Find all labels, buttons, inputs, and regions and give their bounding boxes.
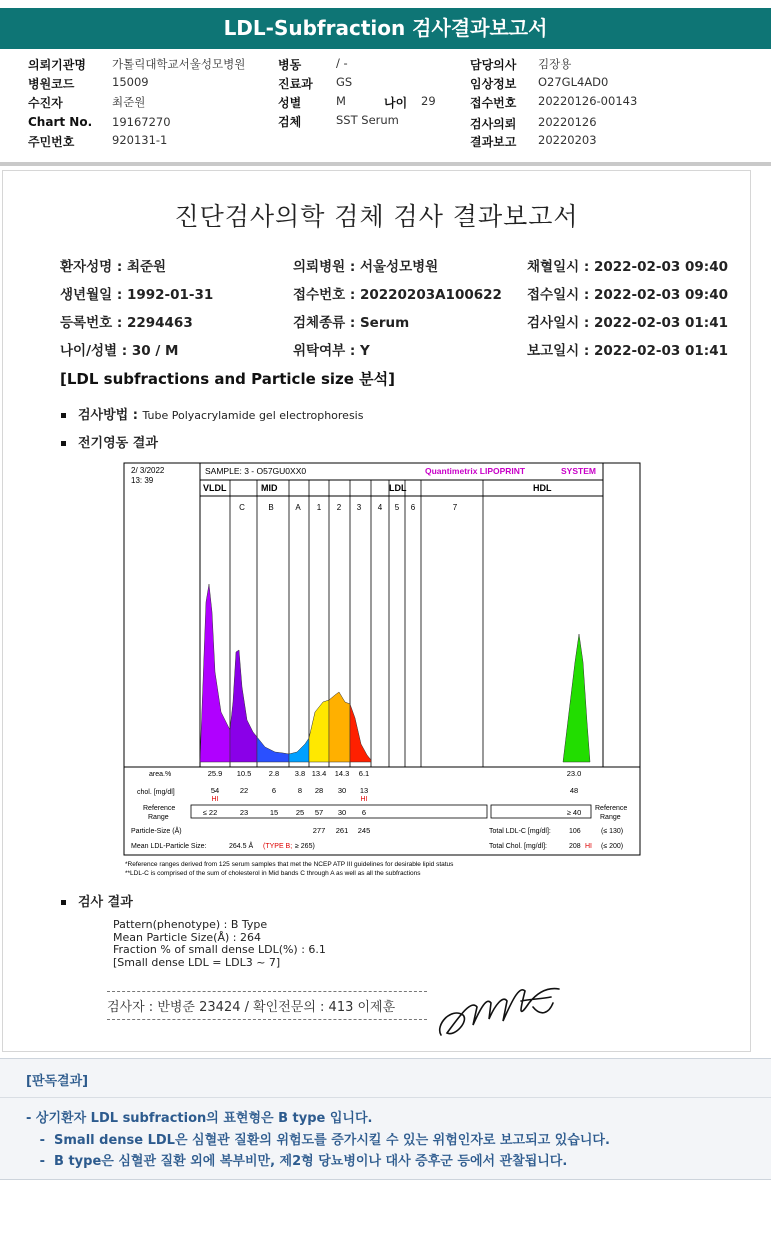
- info-value: 최준원: [112, 95, 146, 109]
- row-ref-label-1: Reference: [143, 805, 176, 812]
- patient-info: 생년월일 : 1992-01-31: [60, 287, 214, 303]
- region-vldl: VLDL: [203, 483, 227, 493]
- info-value: 20220126: [538, 115, 597, 129]
- info-value: 가톨릭대학교서울성모병원: [112, 57, 246, 71]
- info-label: 결과보고: [470, 135, 517, 149]
- patient-info: 검사일시 : 2022-02-03 01:41: [527, 315, 728, 331]
- interpretation-line: - 상기환자 LDL subfraction의 표현형은 B type 입니다.: [26, 1111, 373, 1126]
- info-value: M: [336, 94, 346, 108]
- result-line: [Small dense LDL = LDL3 ~ 7]: [113, 955, 281, 969]
- info-label: 나이: [384, 96, 408, 110]
- section-divider: [0, 162, 771, 166]
- info-value: 20220203: [538, 133, 597, 147]
- bullet-icon: [61, 441, 66, 446]
- electrophoresis-label: 전기영동 결과: [78, 436, 158, 451]
- patient-info: 검체종류 : Serum: [293, 315, 410, 331]
- report-title: 진단검사의학 검체 검사 결과보고서: [174, 202, 579, 231]
- total-ldl-label: Total LDL-C [mg/dl]:: [489, 828, 551, 835]
- section-title: [LDL subfractions and Particle size 분석]: [60, 370, 396, 388]
- examiner-area: [107, 991, 427, 1020]
- row-ref-label-hdl-2: Range: [600, 814, 621, 821]
- bullet-icon: [61, 900, 66, 905]
- info-value: 김장용: [538, 57, 572, 71]
- electrophoresis-chart: [123, 462, 643, 878]
- info-label: 임상정보: [470, 77, 517, 91]
- result-row: [61, 891, 133, 910]
- interpretation-title: [판독결과]: [26, 1074, 89, 1089]
- dashed-line: [107, 1019, 427, 1020]
- signature-icon: [433, 977, 568, 1047]
- patient-info: 보고일시 : 2022-02-03 01:41: [527, 343, 728, 359]
- report-header-title: LDL-Subfraction 검사결과보고서: [0, 8, 771, 49]
- method-row: [61, 404, 363, 423]
- info-value: / -: [336, 56, 348, 70]
- info-label: 병동: [278, 58, 302, 72]
- chol-value: 6: [271, 786, 277, 795]
- row-ref-label-2: Range: [148, 814, 169, 821]
- band-label: 4: [377, 503, 383, 512]
- mean-size-type: (TYPE B;: [263, 843, 293, 850]
- footnote-2: **LDL-C is comprised of the sum of cholesterol in Mid bands C through A as well as all the subfractions: [125, 870, 421, 877]
- chol-value: 13: [359, 786, 369, 795]
- result-label: 검사 결과: [78, 895, 133, 910]
- band-label: 6: [410, 503, 416, 512]
- total-chol-value: 208: [569, 843, 581, 850]
- patient-info: 채혈일시 : 2022-02-03 09:40: [527, 259, 728, 275]
- patient-info: 접수번호 : 20220203A100622: [293, 287, 502, 303]
- chart-system-suffix: SYSTEM: [561, 466, 596, 476]
- ref-value: 23: [239, 808, 249, 817]
- area-value: 13.4: [311, 769, 327, 778]
- info-label: 검체: [278, 115, 302, 129]
- patient-info: 접수일시 : 2022-02-03 09:40: [527, 287, 728, 303]
- chol-flag: HI: [360, 796, 368, 803]
- band-label: B: [268, 503, 274, 512]
- info-label: 담당의사: [470, 58, 517, 72]
- total-ldl-value: 106: [569, 828, 581, 835]
- chol-value: 28: [314, 786, 324, 795]
- chart-time: 13: 39: [131, 476, 154, 485]
- total-ldl-ref: (≤ 130): [601, 828, 624, 835]
- result-line: Pattern(phenotype) : B Type: [113, 918, 268, 931]
- report-document: [2, 170, 751, 1052]
- particle-size-value: 277: [312, 826, 326, 835]
- particle-size-label: Particle-Size (Å): [131, 828, 182, 835]
- info-label: 접수번호: [470, 96, 517, 110]
- method-value: Tube Polyacrylamide gel electrophoresis: [142, 409, 364, 422]
- row-ref-label-hdl-1: Reference: [595, 805, 628, 812]
- total-chol-ref: (≤ 200): [601, 843, 624, 850]
- area-value: 14.3: [334, 769, 350, 778]
- area-value: 23.0: [566, 769, 582, 778]
- interpretation-header: [0, 1059, 771, 1098]
- particle-size-value: 261: [335, 826, 349, 835]
- mean-size-ref: ≥ 265): [295, 843, 315, 850]
- band-label: 7: [452, 503, 458, 512]
- mean-size-value: 264.5 Å: [229, 843, 254, 850]
- mean-size-label: Mean LDL-Particle Size:: [131, 843, 207, 850]
- info-label: 성별: [278, 96, 302, 110]
- peak-area: [329, 692, 350, 762]
- info-value: 920131-1: [112, 133, 168, 147]
- info-value: GS: [336, 75, 353, 89]
- area-value: 3.8: [294, 769, 306, 778]
- info-value: 19167270: [112, 115, 171, 129]
- area-value: 2.8: [268, 769, 280, 778]
- bullet-icon: [61, 413, 66, 418]
- band-label: C: [239, 503, 245, 512]
- row-area-label: area.%: [149, 771, 172, 778]
- band-label: 1: [316, 503, 322, 512]
- patient-info: 위탁여부 : Y: [293, 343, 370, 359]
- info-label: 병원코드: [28, 77, 75, 91]
- interpretation-line: - B type은 심혈관 질환 외에 복부비만, 제2형 당뇨병이나 대사 증후군 등에서 관찰됩니다.: [26, 1154, 568, 1169]
- patient-info: 등록번호 : 2294463: [60, 315, 193, 331]
- info-label: 의뢰기관명: [28, 58, 86, 72]
- method-label: 검사방법 :: [78, 408, 138, 423]
- region-ldl: LDL: [389, 483, 407, 493]
- ref-value: 30: [337, 808, 347, 817]
- ref-value: ≤ 22: [202, 808, 218, 817]
- chart-date: 2/ 3/2022: [131, 466, 165, 475]
- info-label: 주민번호: [28, 135, 75, 149]
- band-label: 3: [356, 503, 362, 512]
- total-chol-flag: HI: [585, 843, 592, 850]
- row-chol-label: chol. [mg/dl]: [137, 789, 175, 796]
- chol-value: 30: [337, 786, 347, 795]
- area-value: 10.5: [236, 769, 252, 778]
- band-label: 5: [394, 503, 400, 512]
- info-value: 20220126-00143: [538, 94, 638, 108]
- chol-value: 8: [297, 786, 303, 795]
- particle-size-value: 245: [357, 826, 371, 835]
- region-hdl: HDL: [533, 483, 552, 493]
- chart-sample: SAMPLE: 3 - O57GU0XX0: [205, 466, 307, 476]
- interpretation-line: - Small dense LDL은 심혈관 질환의 위험도를 증가시킬 수 있는 위험인자로 보고되고 있습니다.: [26, 1133, 610, 1148]
- ref-value: 6: [361, 808, 367, 817]
- result-values: [113, 919, 326, 969]
- info-label: 수진자: [28, 96, 63, 110]
- chart-frame: [124, 463, 640, 855]
- area-value: 25.9: [207, 769, 223, 778]
- total-chol-label: Total Chol. [mg/dl]:: [489, 843, 547, 850]
- electrophoresis-row: [61, 432, 158, 451]
- chol-value: 48: [569, 786, 579, 795]
- ref-value: 15: [269, 808, 279, 817]
- info-label: 검사의뢰: [470, 117, 517, 131]
- info-value: 29: [421, 94, 436, 108]
- patient-info: 환자성명 : 최준원: [60, 259, 167, 275]
- region-mid: MID: [261, 483, 278, 493]
- patient-info: 의뢰병원 : 서울성모병원: [293, 259, 439, 275]
- result-line: Fraction % of small dense LDL(%) : 6.1: [113, 943, 326, 956]
- area-value: 6.1: [358, 769, 370, 778]
- info-value: 15009: [112, 75, 149, 89]
- patient-info: 나이/성별 : 30 / M: [60, 343, 179, 359]
- ref-value-hdl: ≥ 40: [566, 808, 582, 817]
- chart-system: Quantimetrix LIPOPRINT: [425, 466, 526, 476]
- footnote-1: *Reference ranges derived from 125 serum samples that met the NCEP ATP III guidelines for desirable lipid status: [125, 861, 454, 868]
- info-label: Chart No.: [28, 115, 93, 129]
- interpretation-panel: [0, 1058, 771, 1180]
- ref-value: 25: [295, 808, 305, 817]
- chol-value: 54: [210, 786, 220, 795]
- chol-flag: HI: [211, 796, 219, 803]
- examiner-text: 검사자 : 반병준 23424 / 확인전문의 : 413 이제훈: [107, 1000, 396, 1015]
- info-value: SST Serum: [336, 113, 399, 127]
- ref-value: 57: [314, 808, 324, 817]
- chart-svg: [123, 462, 643, 878]
- info-label: 진료과: [278, 77, 313, 91]
- band-label: 2: [336, 503, 342, 512]
- chol-value: 22: [239, 786, 249, 795]
- result-line: Mean Particle Size(Å) : 264: [113, 930, 261, 944]
- band-label: A: [295, 503, 301, 512]
- info-value: O27GL4AD0: [538, 75, 609, 89]
